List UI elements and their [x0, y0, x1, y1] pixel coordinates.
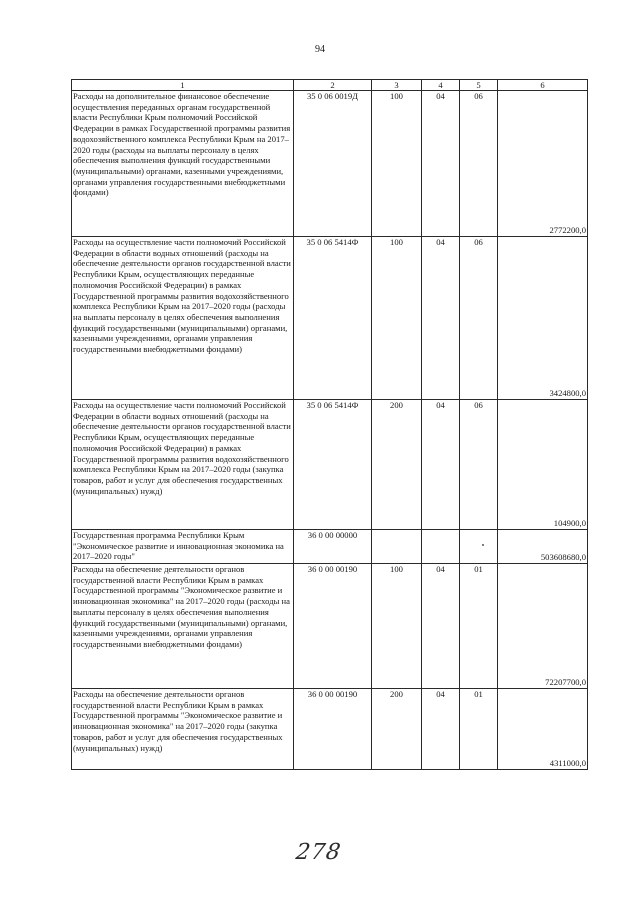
row-amount: 3424800,0	[498, 237, 588, 400]
row-col3: 200	[372, 400, 422, 530]
row-code: 36 0 00 00190	[294, 689, 372, 770]
handwritten-page-mark: 278	[294, 840, 343, 865]
row-amount: 72207700,0	[498, 564, 588, 689]
row-description: Расходы на осуществление части полномочий Российской Федерации в области водных отношений (расходы на обеспечение деятельности органов государственной власти Республики Крым, осуществляющих переданные полномочия Российской Федерации) в рамках Государственной программы развития водохозяйственного комплекса Республики Крым на 2017–2020 годы (расходы на выплаты персоналу в целях обеспечения выполнения функций государственными (муниципальными) органами, казенными учреждениями, органами управления государственными внебюджетными фондами)	[72, 237, 294, 400]
row-col3: 100	[372, 91, 422, 237]
row-code: 35 0 06 5414Ф	[294, 400, 372, 530]
row-description: Расходы на осуществление части полномочий Российской Федерации в области водных отношений (расходы на обеспечение деятельности органов государственной власти Республики Крым, осуществляющих переданные полномочия Российской Федерации) в рамках Государственной программы развития водохозяйственного комплекса Республики Крым на 2017–2020 годы (закупка товаров, работ и услуг для обеспечения государственных (муниципальных) нужд)	[72, 400, 294, 530]
row-amount: 4311000,0	[498, 689, 588, 770]
row-col3	[372, 530, 422, 564]
row-col4: 04	[422, 400, 460, 530]
row-col5: 06	[460, 237, 498, 400]
row-col3: 100	[372, 564, 422, 689]
row-code: 35 0 06 0019Д	[294, 91, 372, 237]
row-col3: 200	[372, 689, 422, 770]
scan-speck	[482, 544, 484, 546]
row-description: Государственная программа Республики Крым "Экономическое развитие и инновационная экономика на 2017–2020 годы"	[72, 530, 294, 564]
budget-table	[71, 79, 588, 770]
row-col4: 04	[422, 564, 460, 689]
table-row	[72, 91, 588, 237]
table-row	[72, 237, 588, 400]
row-col5	[460, 530, 498, 564]
column-header-5: 5	[460, 80, 498, 91]
row-col5: 06	[460, 400, 498, 530]
row-col5: 01	[460, 689, 498, 770]
row-code: 36 0 00 00000	[294, 530, 372, 564]
row-amount: 503608680,0	[498, 530, 588, 564]
row-col4: 04	[422, 237, 460, 400]
row-col5: 06	[460, 91, 498, 237]
row-amount: 104900,0	[498, 400, 588, 530]
column-header-6: 6	[498, 80, 588, 91]
table-header-row	[72, 80, 588, 91]
row-col4	[422, 530, 460, 564]
table-row	[72, 689, 588, 770]
row-description: Расходы на обеспечение деятельности органов государственной власти Республики Крым в рамках Государственной программы "Экономическое развитие и инновационная экономика" на 2017–2020 годы (закупка товаров, работ и услуг для обеспечения государственных (муниципальных) нужд)	[72, 689, 294, 770]
row-description: Расходы на дополнительное финансовое обеспечение осуществления переданных органам государственной власти Республики Крым полномочий Российской Федерации в рамках Государственной программы развития водохозяйственного комплекса Республики Крым на 2017–2020 годы (расходы на выплаты персоналу в целях обеспечения выполнения функций государственными (муниципальными) органами, казенными учреждениями, органами управления государственными внебюджетными фондами)	[72, 91, 294, 237]
column-header-3: 3	[372, 80, 422, 91]
row-col4: 04	[422, 689, 460, 770]
column-header-2: 2	[294, 80, 372, 91]
table-row	[72, 400, 588, 530]
row-col5: 01	[460, 564, 498, 689]
page-number: 94	[315, 44, 325, 55]
row-code: 35 0 06 5414Ф	[294, 237, 372, 400]
row-col3: 100	[372, 237, 422, 400]
row-code: 36 0 00 00190	[294, 564, 372, 689]
row-col4: 04	[422, 91, 460, 237]
row-description: Расходы на обеспечение деятельности органов государственной власти Республики Крым в рамках Государственной программы "Экономическое развитие и инновационная экономика" на 2017–2020 годы (расходы на выплаты персоналу в целях обеспечения выполнения функций государственными (муниципальными) органами, казенными учреждениями, органами управления государственными внебюджетными фондами)	[72, 564, 294, 689]
column-header-4: 4	[422, 80, 460, 91]
table-row	[72, 564, 588, 689]
table-row	[72, 530, 588, 564]
column-header-1: 1	[72, 80, 294, 91]
row-amount: 2772200,0	[498, 91, 588, 237]
